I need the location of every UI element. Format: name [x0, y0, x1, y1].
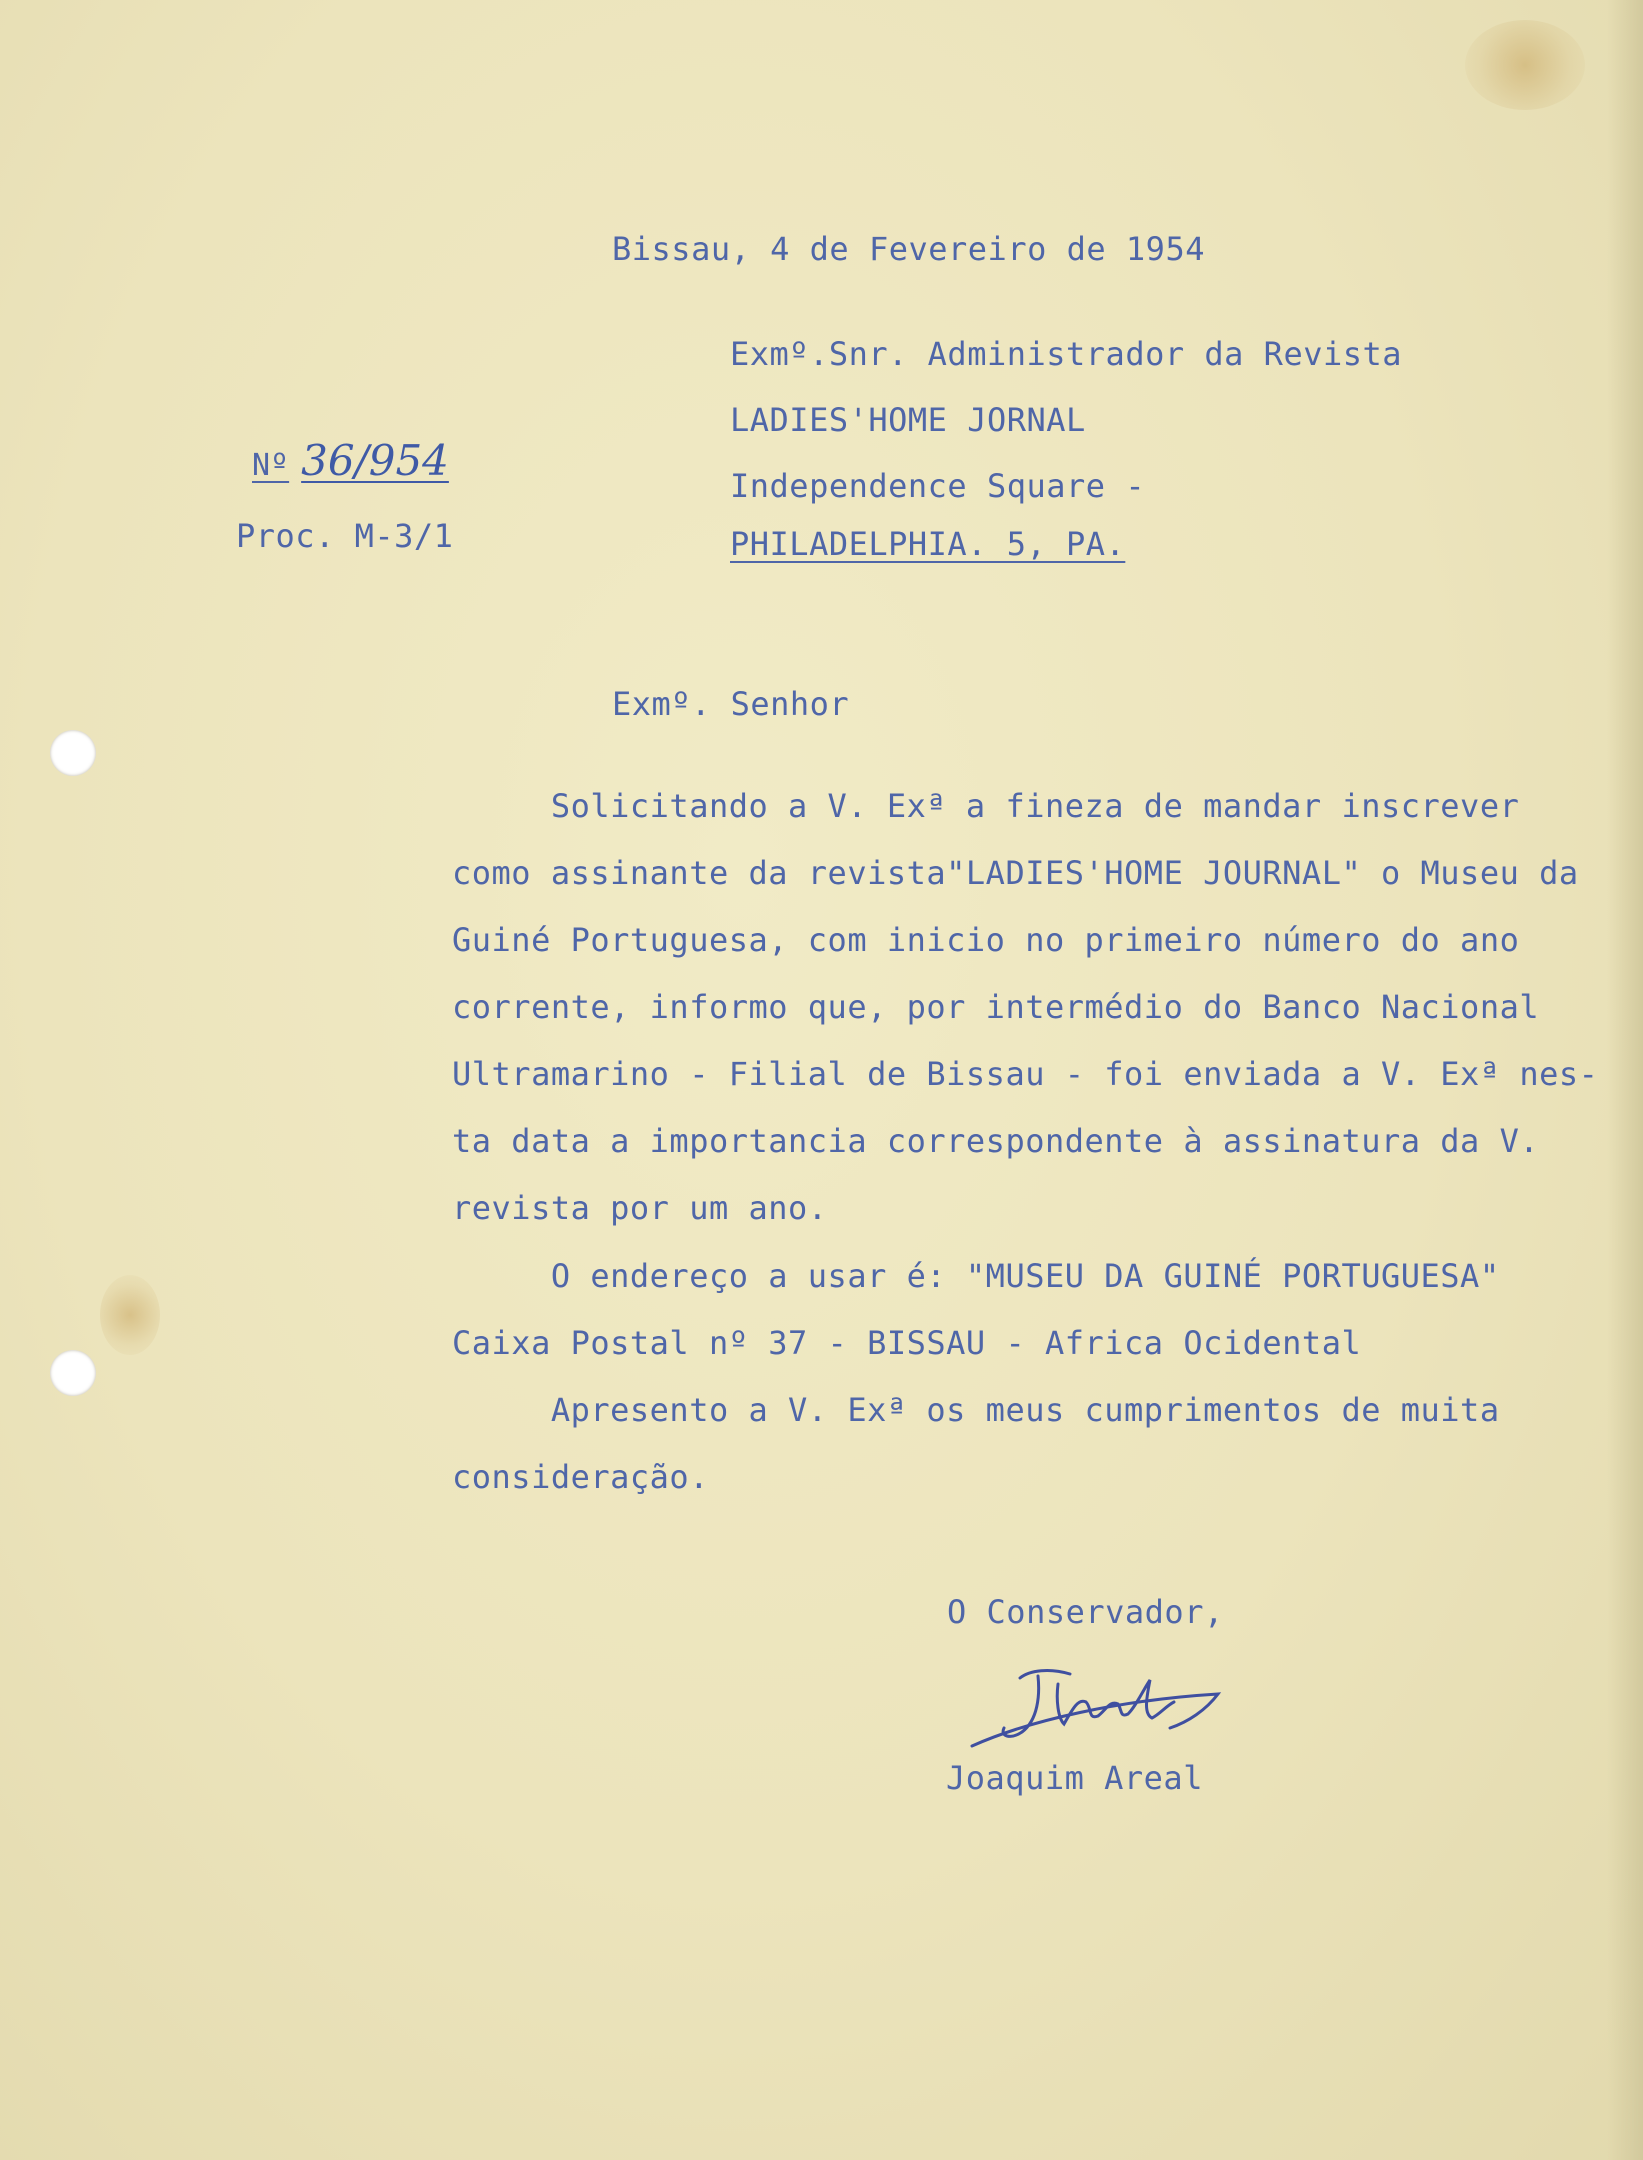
body-line: Guiné Portuguesa, com inicio no primeiro número do ano [452, 921, 1520, 959]
date-line: Bissau, 4 de Fevereiro de 1954 [612, 230, 1205, 268]
addressee-line-3: Independence Square - [730, 467, 1146, 505]
address-line: O endereço a usar é: "MUSEU DA GUINÉ PORTUGUESA" [452, 1257, 1500, 1295]
body-line: Ultramarino - Filial de Bissau - foi enviada a V. Exª nes- [452, 1055, 1599, 1093]
addressee-line-4: PHILADELPHIA. 5, PA. [730, 525, 1126, 563]
addressee-line-2: LADIES'HOME JORNAL [730, 401, 1086, 439]
reference-number-handwritten: 36/954 [301, 436, 449, 485]
punch-hole-bottom [50, 1350, 96, 1396]
paper-edge-shading [1607, 0, 1643, 2160]
signatory-name: Joaquim Areal [946, 1759, 1203, 1797]
stain-left [100, 1275, 160, 1355]
process-reference: Proc. M-3/1 [236, 517, 454, 555]
body-line: revista por um ano. [452, 1189, 828, 1227]
body-line: corrente, informo que, por intermédio do Banco Nacional [452, 988, 1540, 1026]
stain-top-right [1465, 20, 1585, 110]
closing-line: Apresento a V. Exª os meus cumprimentos de muita [452, 1391, 1500, 1429]
closing-line: consideração. [452, 1458, 709, 1496]
salutation: Exmº. Senhor [612, 685, 850, 723]
address-line: Caixa Postal nº 37 - BISSAU - Africa Ocidental [452, 1324, 1362, 1362]
body-line: ta data a importancia correspondente à assinatura da V. [452, 1122, 1540, 1160]
signatory-title: O Conservador, [947, 1593, 1224, 1631]
handwritten-signature [960, 1640, 1240, 1760]
body-line: como assinante da revista"LADIES'HOME JOURNAL" o Museu da [452, 854, 1579, 892]
punch-hole-top [50, 730, 96, 776]
body-line: Solicitando a V. Exª a fineza de mandar inscrever [452, 787, 1520, 825]
reference-number [252, 436, 449, 485]
addressee-line-1: Exmº.Snr. Administrador da Revista [730, 335, 1403, 373]
reference-number-prefix: Nº [252, 448, 290, 483]
